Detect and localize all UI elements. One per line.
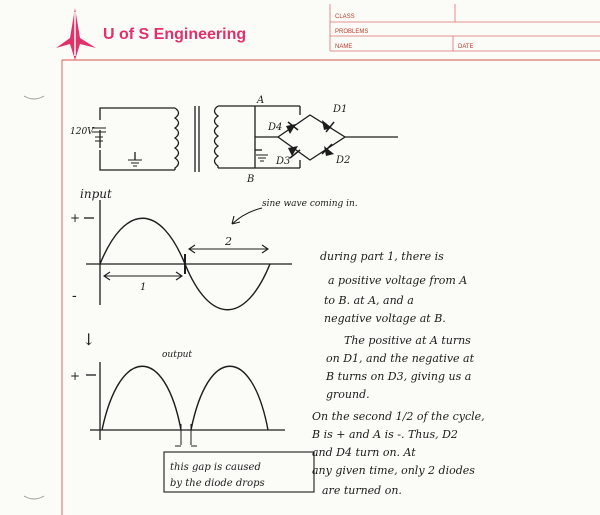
engineering-logo-icon <box>56 8 96 60</box>
gap-note-line-2: by the diode drops <box>170 478 265 489</box>
input-plus-label: + <box>70 211 81 225</box>
diode-drop-gap-marker <box>175 424 197 446</box>
input-graph-axes <box>84 200 292 305</box>
class-field-label: CLASS <box>335 14 355 20</box>
explanation-line: any given time, only 2 diodes <box>312 464 475 477</box>
page-title: U of S Engineering <box>103 26 247 43</box>
explanation-text <box>311 250 485 497</box>
annotation-arrow <box>232 208 262 224</box>
node-a-label: A <box>257 95 265 106</box>
explanation-line: B turns on D3, giving us a <box>326 370 472 383</box>
explanation-line: during part 1, there is <box>320 250 444 263</box>
diode-d4-label: D4 <box>268 122 283 133</box>
explanation-line: On the second 1/2 of the cycle, <box>312 410 485 423</box>
explanation-line: B is + and A is -. Thus, D2 <box>312 428 458 441</box>
diode-d1-icon <box>322 120 334 132</box>
output-plus-label: + <box>70 369 81 383</box>
date-field-label: DATE <box>458 44 474 50</box>
diode-d1-label: D1 <box>333 104 348 115</box>
part-1-arrow <box>104 272 182 280</box>
hole-punch <box>24 96 44 99</box>
gap-note-line-1: this gap is caused <box>170 462 261 473</box>
down-arrow-icon: ↓ <box>82 330 96 349</box>
output-rectified-wave <box>102 366 268 430</box>
explanation-line: a positive voltage from A <box>328 274 468 287</box>
node-b-label: B <box>247 174 255 185</box>
explanation-line: and D4 turn on. At <box>312 446 416 459</box>
name-field-label: NAME <box>335 44 353 50</box>
part-2-label: 2 <box>225 235 232 248</box>
diode-d3-label: D3 <box>276 156 291 167</box>
explanation-line: negative voltage at B. <box>324 312 446 325</box>
hole-punch <box>24 496 44 499</box>
explanation-line: on D1, and the negative at <box>326 352 475 365</box>
explanation-line: to B. at A, and a <box>324 294 414 307</box>
input-graph-title: input <box>80 187 112 201</box>
sine-annotation: sine wave coming in. <box>262 199 358 209</box>
problems-field-label: PROBLEMS <box>335 29 369 35</box>
source-voltage-label: 120V <box>70 127 94 137</box>
output-graph-title: output <box>162 350 193 360</box>
input-minus-label: - <box>72 288 77 304</box>
part-1-label: 1 <box>140 282 147 293</box>
explanation-line: ground. <box>326 388 370 401</box>
rectifier-circuit <box>92 106 398 172</box>
explanation-line: are turned on. <box>322 484 402 497</box>
diode-d2-label: D2 <box>336 155 351 166</box>
explanation-line: The positive at A turns <box>344 334 471 347</box>
output-graph-axes <box>86 362 285 440</box>
